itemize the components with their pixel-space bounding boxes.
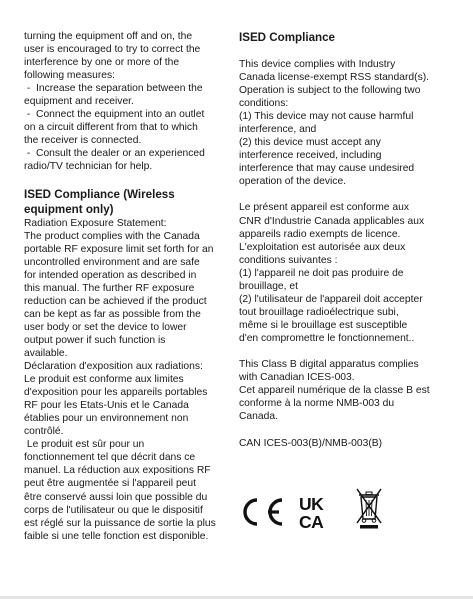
text-line: turning the equipment off and on, the	[24, 31, 193, 42]
text-line: Le présent appareil est conforme aux	[239, 202, 409, 214]
text-line: - Increase the separation between the	[24, 83, 203, 95]
text-line: - Connect the equipment into an outlet	[24, 109, 205, 121]
text-line: Le produit est conforme aux limites	[24, 374, 184, 386]
text-line: interference, and	[239, 124, 317, 136]
ukca-bottom-text: CA	[299, 512, 324, 532]
text-line: with Canadian ICES-003.	[239, 372, 355, 384]
text-line: conditions suivantes :	[239, 254, 338, 266]
text-line: Operation is subject to the following two	[239, 85, 421, 97]
text-line: operation of the device.	[239, 176, 347, 188]
text-line: Le produit est sûr pour un	[24, 439, 145, 451]
text-line: manuel. La réduction aux expositions RF	[24, 465, 211, 477]
text-line: CNR d'Industrie Canada applicables aux	[239, 215, 425, 227]
text-line: user body or set the device to lower	[24, 321, 187, 333]
text-line: appareils radio exempts de licence.	[239, 228, 401, 240]
ised-english-text	[239, 58, 451, 188]
text-line: interference received, including	[239, 150, 382, 162]
text-line: Déclaration d'exposition aux radiations:	[24, 361, 203, 373]
radiation-exposure-text	[24, 217, 234, 543]
text-line: This Class B digital apparatus complies	[239, 358, 419, 370]
text-line: peut être augmentée si l'appareil peut	[24, 478, 196, 490]
text-line: conditions:	[239, 98, 289, 110]
text-line: RF pour les Etats-Unis et le Canada	[24, 400, 189, 412]
text-line: être conservé aussi loin que possible du	[24, 491, 208, 503]
ukca-top-text: UK	[299, 494, 324, 514]
ised-wireless-heading	[24, 187, 234, 217]
text-line: user is encouraged to try to correct the	[24, 44, 201, 56]
text-line: Canada license-exempt RSS standard(s).	[239, 72, 430, 84]
text-line: d'en compromettre le fonctionnement..	[239, 332, 415, 344]
text-line: Canada.	[239, 411, 278, 423]
heading-line: equipment only)	[24, 202, 114, 216]
ce-mark-icon	[238, 497, 286, 527]
right-column	[239, 30, 451, 450]
text-line: interference by one or more of the	[24, 57, 180, 69]
text-line: - Consult the dealer or an experienced	[24, 148, 205, 160]
left-column	[24, 30, 234, 543]
text-line: portable RF exposure limit set forth for an	[24, 243, 214, 255]
text-line: available.	[24, 347, 68, 359]
text-line: for intended operation as described in	[24, 269, 197, 281]
text-line: brouillage, et	[239, 280, 298, 292]
text-line: contrôlé.	[24, 426, 64, 438]
text-line: The product complies with the Canada	[24, 230, 200, 242]
text-line: est réglé sur la puissance de sortie la plus	[24, 517, 216, 529]
text-line: This device complies with Industry	[239, 59, 396, 70]
text-line: L'exploitation est autorisée aux deux	[239, 241, 406, 253]
text-line: following measures:	[24, 70, 115, 82]
text-line: can be kept as far as possible from the	[24, 308, 201, 320]
text-line: (2) this device must accept any	[239, 137, 381, 149]
text-line: reduction can be achieved if the product	[24, 295, 207, 307]
interference-measures-text	[24, 30, 234, 174]
text-line: (2) l'utilisateur de l'appareil doit accepter	[239, 293, 423, 305]
text-line: (1) This device may not cause harmful	[239, 111, 414, 123]
ised-compliance-heading: ISED Compliance	[239, 31, 335, 44]
text-line: fonctionnement tel que décrit dans ce	[24, 452, 196, 464]
text-line: d'exposition pour les appareils portables	[24, 387, 208, 399]
text-line: Cet appareil numérique de la classe B est	[239, 385, 430, 397]
text-line: output power if such function is	[24, 334, 166, 346]
text-line: corps de l'utilisateur ou que le dispositif	[24, 504, 203, 516]
text-line: Radiation Exposure Statement:	[24, 217, 167, 229]
text-line: the receiver is connected.	[24, 135, 142, 147]
ices-label: CAN ICES-003(B)/NMB-003(B)	[239, 438, 383, 450]
ce-text: CE	[262, 527, 264, 528]
ised-french-text	[239, 201, 451, 345]
text-line: uncontrolled environment and are safe	[24, 256, 200, 268]
ukca-mark-icon	[298, 494, 336, 530]
text-line: conforme à la norme NMB-003 du	[239, 398, 395, 410]
text-line: faible si une telle fonction est disponible.	[24, 530, 209, 542]
weee-crossed-bin-icon	[355, 485, 383, 529]
text-line: interference that may cause undesired	[239, 163, 415, 175]
text-line: tout brouillage radioélectrique subi,	[239, 306, 399, 318]
text-line: (1) l'appareil ne doit pas produire de	[239, 267, 404, 279]
text-line: même si le brouillage est susceptible	[239, 319, 408, 331]
class-b-text	[239, 358, 451, 423]
text-line: on a circuit different from that to which	[24, 122, 198, 134]
text-line: radio/TV technician for help.	[24, 161, 153, 173]
heading-line: ISED Compliance (Wireless	[24, 187, 175, 201]
text-line: this manual. The further RF exposure	[24, 282, 195, 294]
text-line: equipment and receiver.	[24, 96, 134, 108]
text-line: établies pour un environnement non	[24, 413, 189, 425]
